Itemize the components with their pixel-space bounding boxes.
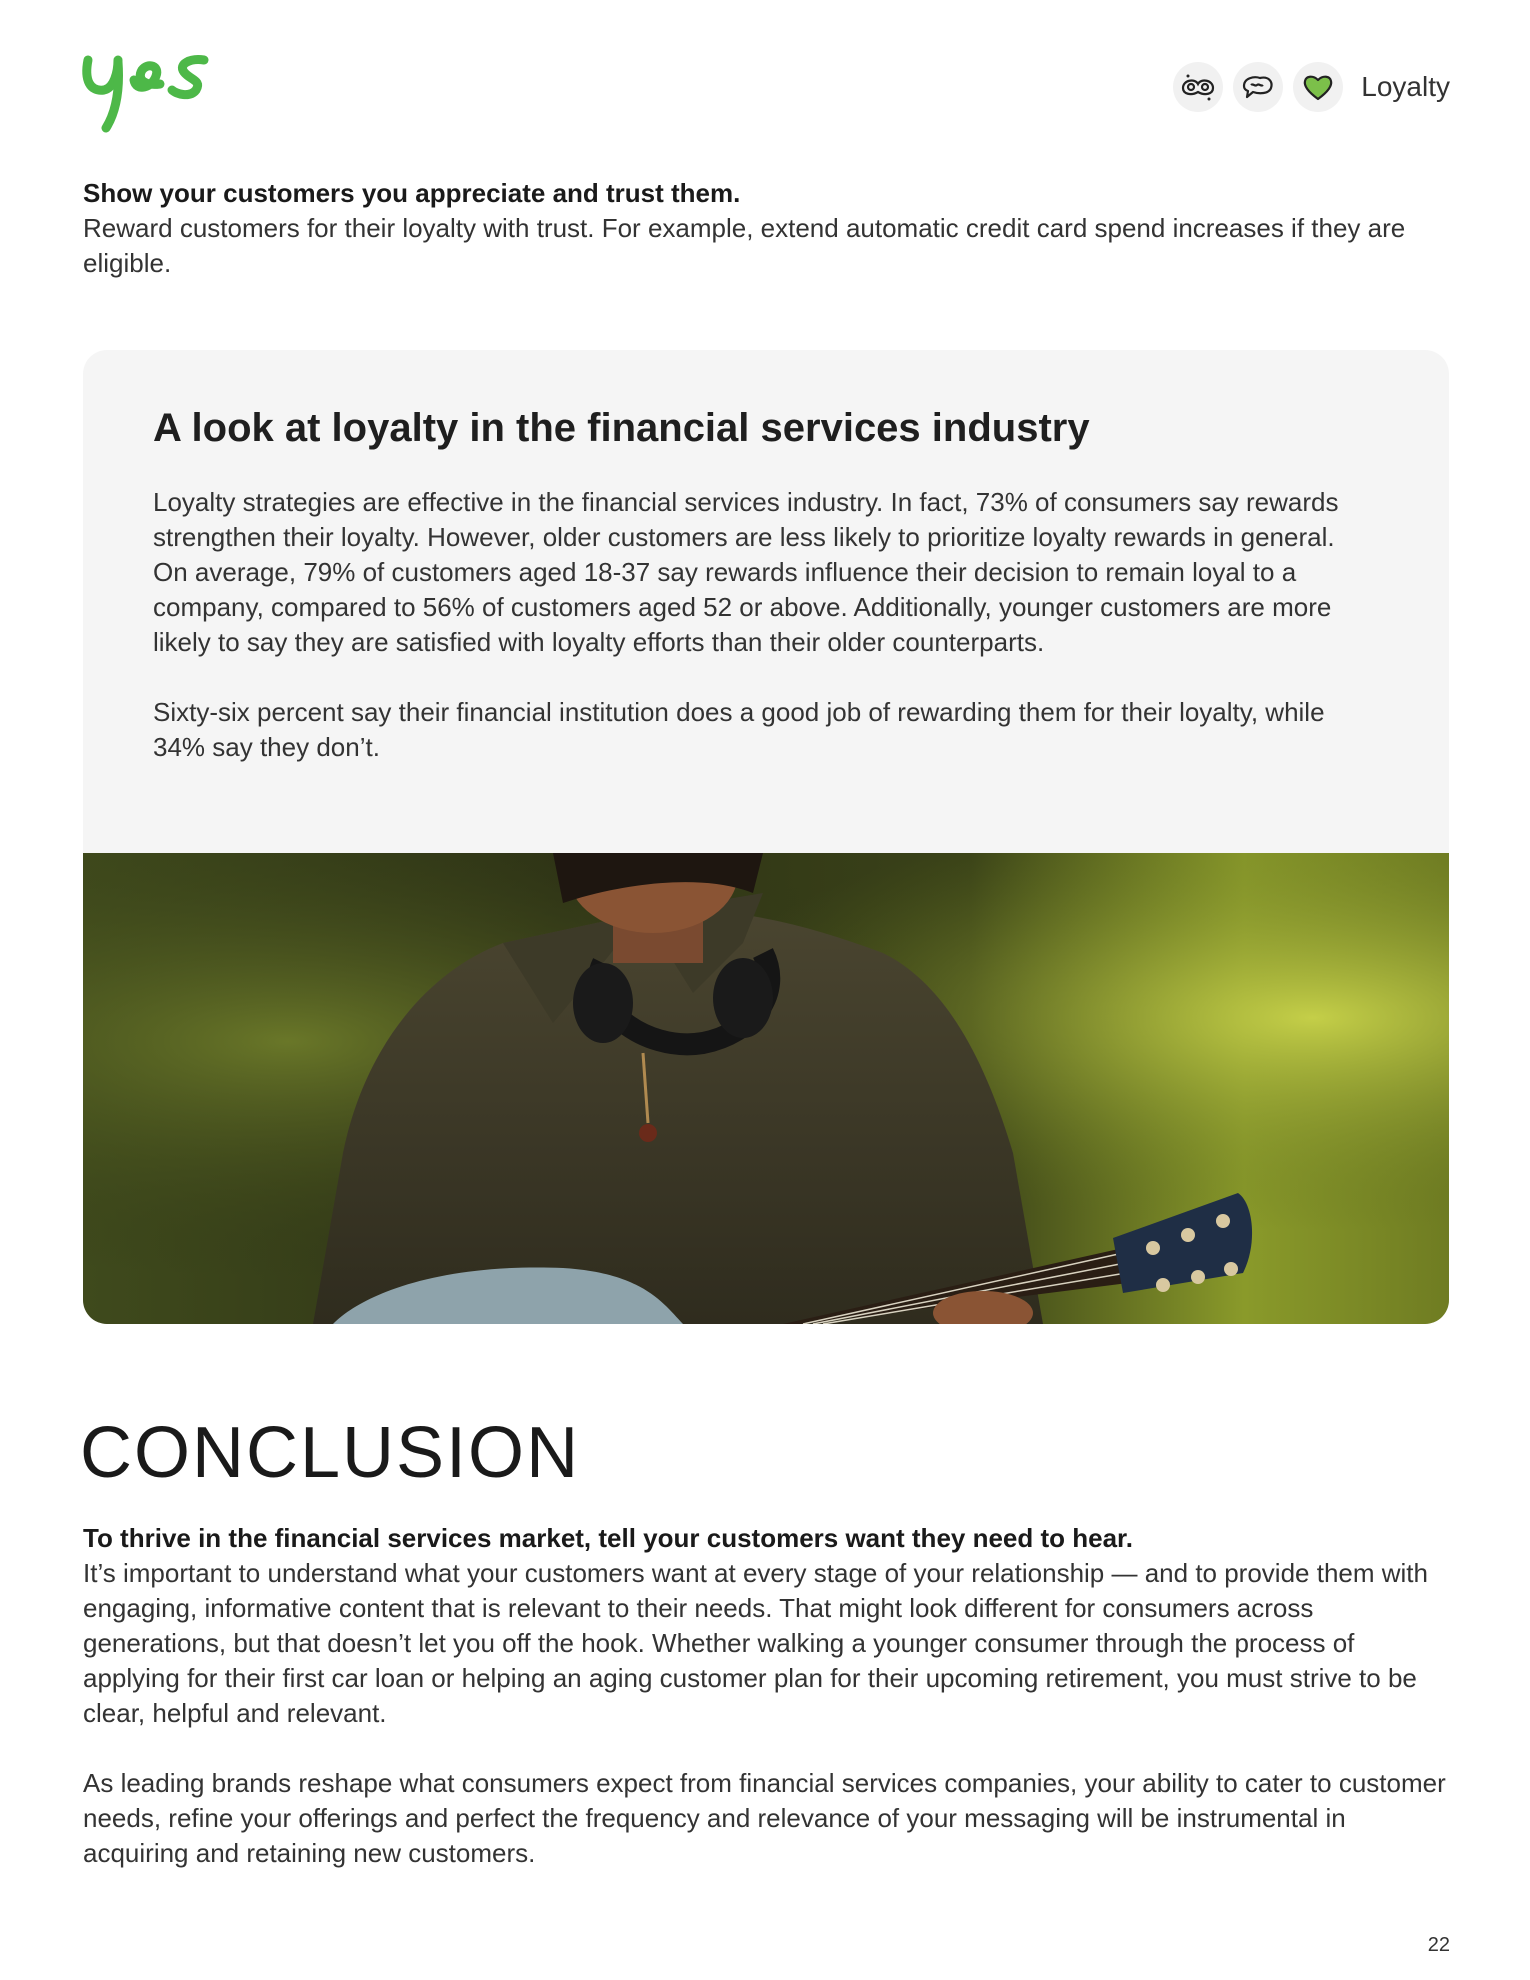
card-title: A look at loyalty in the financial services industry (153, 406, 1090, 450)
intro-title: Show your customers you appreciate and trust them. (83, 178, 741, 208)
card-body (153, 485, 1353, 765)
heart-icon (1293, 62, 1343, 112)
yes-logo (80, 50, 215, 140)
conclusion-heading: CONCLUSION (80, 1413, 581, 1493)
conclusion-paragraph: It’s important to understand what your customers want at every stage of your relationship — and to provide them with engaging, informative content that is relevant to their needs. That might look different for consumers across generations, but that doesn’t let you off the hook. Whether walking a younger consumer through the process of applying for their first car loan or helping an aging customer plan for their upcoming retirement, you must strive to be clear, helpful and relevant. (83, 1558, 1428, 1728)
card-paragraph: Loyalty strategies are effective in the financial services industry. In fact, 73% of consumers say rewards strengthen their loyalty. However, older customers are less likely to prioritize loyalty rewards in general. On average, 79% of customers aged 18-37 say rewards influence their decision to remain loyal to a company, compared to 56% of customers aged 52 or above. Additionally, younger customers are more likely to say they are satisfied with loyalty efforts than their older counterparts. (153, 487, 1339, 657)
page-number: 22 (1427, 1934, 1450, 1956)
section-header (1173, 60, 1450, 114)
section-label: Loyalty (1361, 71, 1450, 102)
conclusion-block (83, 1521, 1453, 1731)
brain-mask-icon (1173, 62, 1223, 112)
info-card (83, 350, 1449, 1324)
speech-bubble-icon (1233, 62, 1283, 112)
intro-body: Reward customers for their loyalty with trust. For example, extend automatic credit card spend increases if they are eligible. (83, 213, 1406, 278)
intro-block (83, 176, 1453, 281)
conclusion-title: To thrive in the financial services market, tell your customers want they need to hear. (83, 1523, 1133, 1553)
card-paragraph: Sixty-six percent say their financial institution does a good job of rewarding them for their loyalty, while 34% say they don’t. (153, 697, 1325, 762)
conclusion-paragraph: As leading brands reshape what consumers expect from financial services companies, your ability to cater to customer needs, refine your offerings and perfect the frequency and relevance of your messaging will be instrumental in acquiring and retaining new customers. (83, 1768, 1446, 1868)
guitar-player-photo (83, 853, 1449, 1324)
